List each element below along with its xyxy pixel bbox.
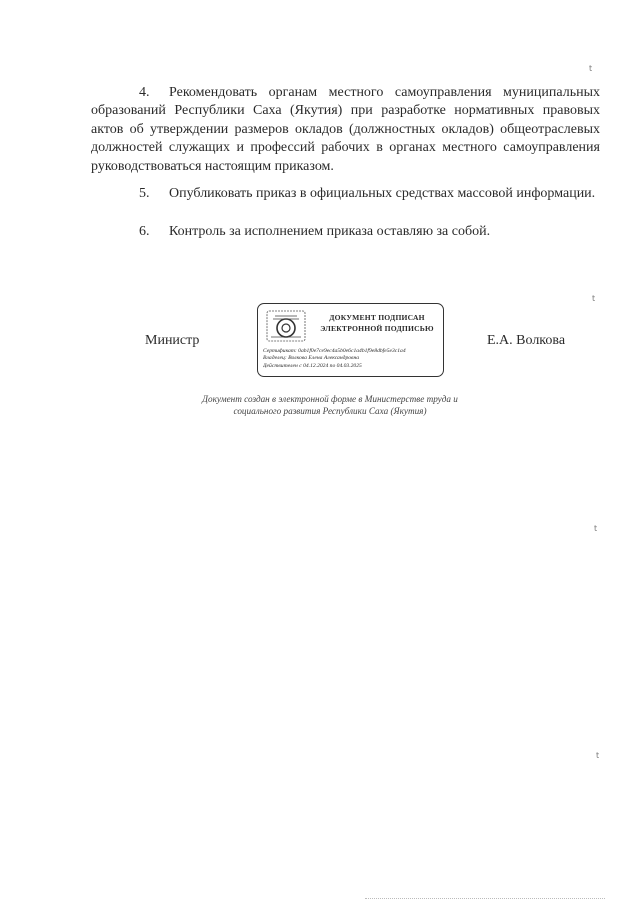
scan-edge-line <box>365 898 605 899</box>
coat-of-arms-icon <box>265 309 307 343</box>
scan-mark: t <box>592 294 596 303</box>
footer-note: Документ создан в электронной форме в Министерстве труда и социального развития Республики Саха (Якутия) <box>202 394 458 416</box>
certificate-number: Сертификат: 0ab1f0e7ce9ec4a5b0e6c1a4b1f9e8dbfe5e3c1a4 <box>263 348 406 354</box>
item-text: Контроль за исполнением приказа оставляю за собой. <box>169 224 491 239</box>
signer-name: Е.А. Волкова <box>487 333 566 348</box>
e-signature-stamp <box>257 303 444 377</box>
signer-title: Министр <box>145 333 200 348</box>
item-number: 4. <box>139 85 150 100</box>
list-item-4 <box>91 84 600 176</box>
certificate-owner: Владелец: Волкова Елена Александровна <box>263 355 360 362</box>
item-number: 5. <box>139 186 150 201</box>
stamp-heading: ДОКУМЕНТ ПОДПИСАН ЭЛЕКТРОННОЙ ПОДПИСЬЮ <box>320 313 434 333</box>
scan-mark: t <box>596 751 600 760</box>
stamp-details <box>263 348 443 370</box>
certificate-validity: Действителен с 04.12.2024 по 04.03.2025 <box>263 362 362 369</box>
scan-mark: t <box>589 64 593 73</box>
item-text: Опубликовать приказ в официальных средствах массовой информации. <box>169 186 596 201</box>
item-text: Рекомендовать органам местного самоуправления муниципальных образований Республики Саха (Якутия) при разработке нормативных правовых актов об утверждении размеров окладов (должностных окладов) общеотраслевых должностей служащих и профессий рабочих в органах местного самоуправления руководствоваться настоящим приказом. <box>91 85 600 174</box>
list-item-5 <box>91 185 600 203</box>
list-item-6 <box>91 223 600 241</box>
scan-mark: t <box>594 524 598 533</box>
item-number: 6. <box>139 224 150 239</box>
